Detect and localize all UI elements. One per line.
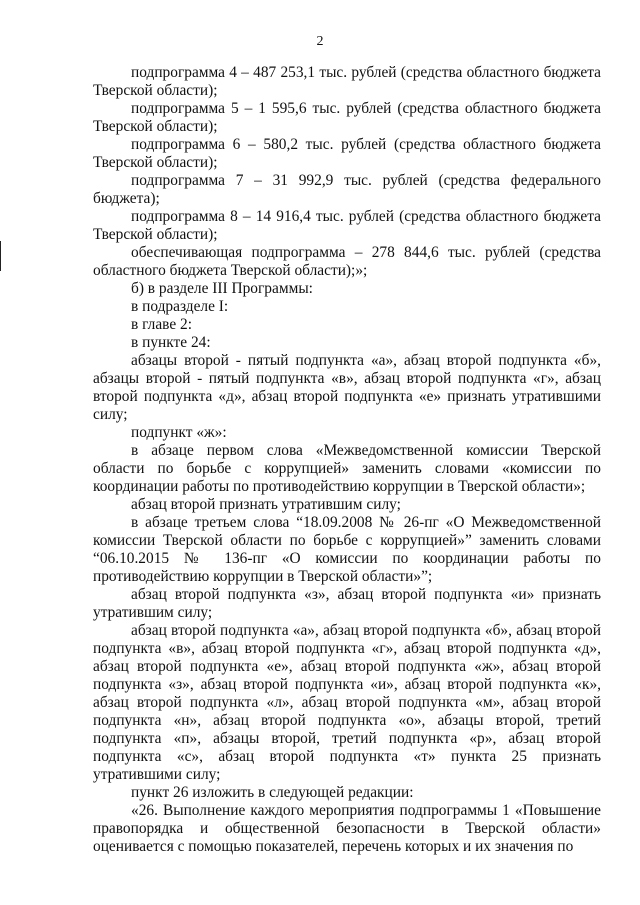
paragraph: в абзаце третьем слова “18.09.2008 № 26-пг «О Межведомственной комиссии Тверской области по борьбе с коррупцией»” заменить словами “06.10.2015 № 136-пг «О комиссии по координации работы по противодействию коррупции в Тверской области»”;	[93, 514, 601, 585]
paragraph: обеспечивающая подпрограмма – 278 844,6 тыс. рублей (средства областного бюджета Тверской области);»;	[93, 244, 601, 279]
paragraph: подпункт «ж»:	[131, 424, 227, 441]
paragraph: в главе 2:	[131, 316, 192, 333]
paragraph: подпрограмма 8 – 14 916,4 тыс. рублей (средства областного бюджета Тверской области);	[93, 208, 601, 243]
paragraph: в пункте 24:	[131, 334, 211, 351]
paragraph: подпрограмма 7 – 31 992,9 тыс. рублей (средства федерального бюджета);	[93, 172, 601, 207]
page-number: 2	[316, 34, 324, 49]
paragraph: абзац второй признать утратившим силу;	[131, 496, 401, 513]
document-body	[93, 64, 601, 856]
paragraph: «26. Выполнение каждого мероприятия подпрограммы 1 «Повышение правопорядка и общественной безопасности в Тверской области» оценивается с помощью показателей, перечень которых и их значения по	[93, 802, 601, 855]
paragraph: б) в разделе III Программы:	[131, 280, 313, 297]
paragraph: абзац второй подпункта «з», абзац второй подпункта «и» признать утратившим силу;	[93, 586, 601, 621]
paragraph: подпрограмма 6 – 580,2 тыс. рублей (средства областного бюджета Тверской области);	[93, 136, 601, 171]
paragraph: абзацы второй - пятый подпункта «а», абзац второй подпункта «б», абзацы второй - пятый подпункта «в», абзац второй подпункта «г», абзац второй подпункта «д», абзац второй подпункта «е» признать утратившими силу;	[93, 352, 601, 423]
margin-mark	[0, 241, 1, 271]
paragraph: в абзаце первом слова «Межведомственной комиссии Тверской области по борьбе с коррупцией» заменить словами «комиссии по координации работы по противодействию коррупции в Тверской области»;	[93, 442, 601, 495]
paragraph: абзац второй подпункта «а», абзац второй подпункта «б», абзац второй подпункта «в», абзац второй подпункта «г», абзац второй подпункта «д», абзац второй подпункта «е», абзац второй подпункта «ж», абзац второй подпункта «з», абзац второй подпункта «и», абзац второй подпункта «к», абзац второй подпункта «л», абзац второй подпункта «м», абзац второй подпункта «н», абзац второй подпункта «о», абзацы второй, третий подпункта «п», абзацы второй, третий подпункта «р», абзац второй подпункта «с», абзац второй подпункта «т» пункта 25 признать утратившими силу;	[93, 622, 601, 783]
paragraph: пункт 26 изложить в следующей редакции:	[131, 784, 414, 801]
paragraph: подпрограмма 5 – 1 595,6 тыс. рублей (средства областного бюджета Тверской области);	[93, 100, 601, 135]
paragraph: подпрограмма 4 – 487 253,1 тыс. рублей (средства областного бюджета Тверской области);	[93, 64, 601, 99]
paragraph: в подразделе I:	[131, 298, 229, 315]
